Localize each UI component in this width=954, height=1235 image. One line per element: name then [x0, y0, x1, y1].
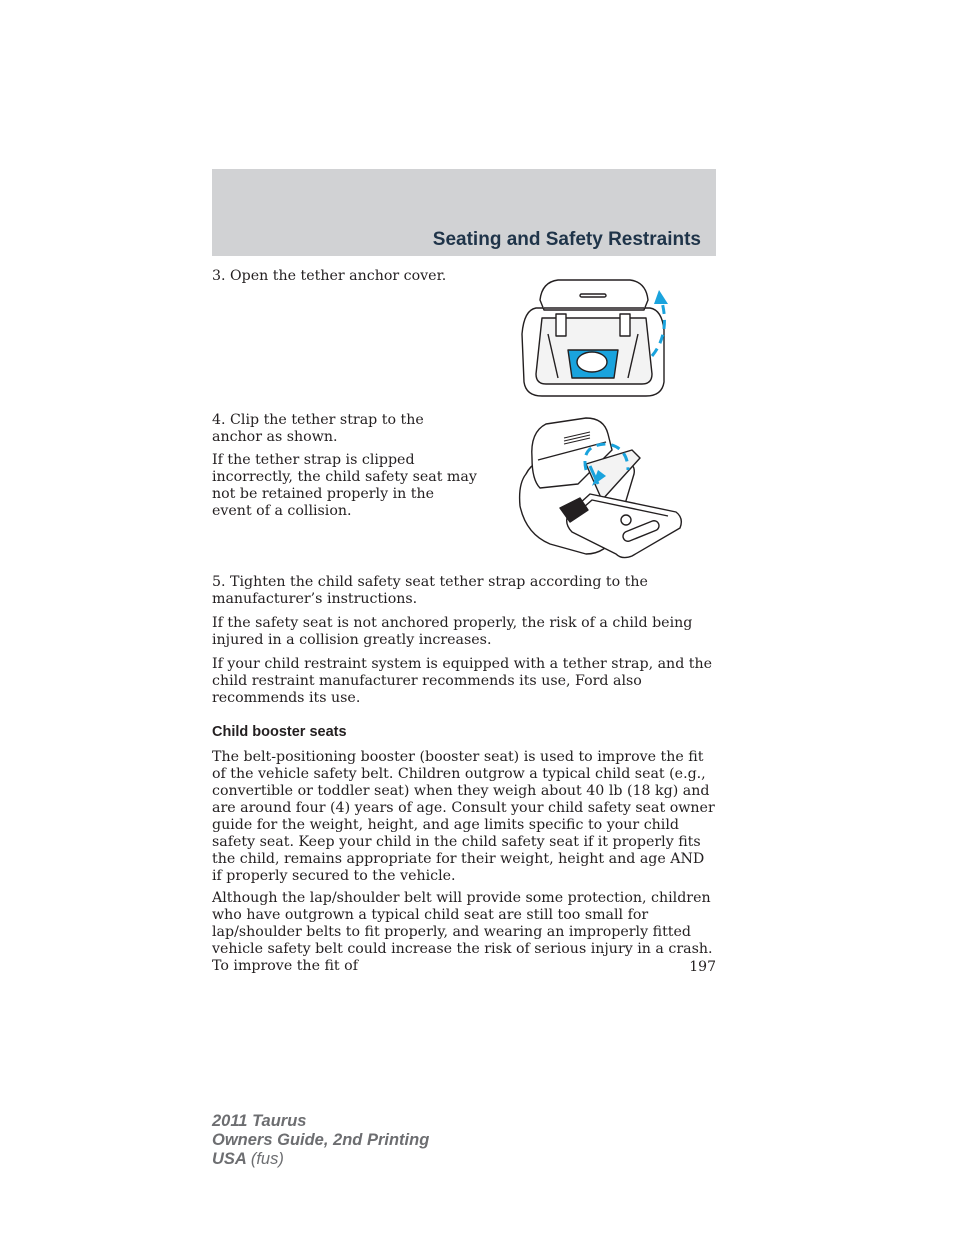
section-title: Seating and Safety Restraints [432, 229, 701, 250]
tether-recommendation: If your child restraint system is equipped with a tether strap, and the child restraint manufacturer recommends its use, Ford also recommends its use. [212, 656, 713, 706]
step-4-text [212, 412, 477, 520]
tether-anchor-cover-illustration [518, 274, 678, 400]
main-text [212, 574, 718, 707]
step-4-warning: If the tether strap is clipped incorrectly, the child safety seat may not be retained properly in the event of a collision. [212, 452, 477, 519]
footer [212, 1112, 429, 1169]
footer-region-suffix: (fus) [250, 1150, 284, 1168]
booster-heading: Child booster seats [212, 724, 347, 740]
footer-guide: Owners Guide, 2nd Printing [212, 1131, 430, 1149]
anchored-warning: If the safety seat is not anchored properly, the risk of a child being injured in a collision greatly increases. [212, 615, 693, 648]
step-4: 4. Clip the tether strap to the anchor as shown. [212, 412, 424, 445]
step-3-text [212, 268, 472, 285]
booster-paragraph-1: The belt-positioning booster (booster seat) is used to improve the fit of the vehicle safety belt. Children outgrow a typical child seat (e.g., convertible or toddler seat) when they weigh about 40 lb (18 kg) and are around four (4) years of age. Consult your child safety seat owner guide for the weight, height, and age limits specific to your child safety seat. Keep your child in the child safety seat if it properly fits the child, remains appropriate for their weight, height and age AND if properly secured to the vehicle. [212, 749, 715, 884]
footer-region [212, 1150, 429, 1169]
tether-strap-clip-illustration [516, 414, 688, 566]
section-header-band [212, 169, 716, 256]
step-5: 5. Tighten the child safety seat tether strap according to the manufacturer’s instructions. [212, 574, 648, 607]
page-number: 197 [689, 959, 716, 975]
booster-text [212, 749, 718, 975]
booster-paragraph-2: Although the lap/shoulder belt will provide some protection, children who have outgrown a typical child seat are still too small for lap/shoulder belts to fit properly, and wearing an improperly fitted vehicle safety belt could increase the risk of serious injury in a crash. To improve the fit of [212, 890, 713, 974]
footer-model: 2011 Taurus [212, 1112, 307, 1130]
step-3: 3. Open the tether anchor cover. [212, 268, 447, 284]
footer-region-code: USA [212, 1150, 247, 1168]
